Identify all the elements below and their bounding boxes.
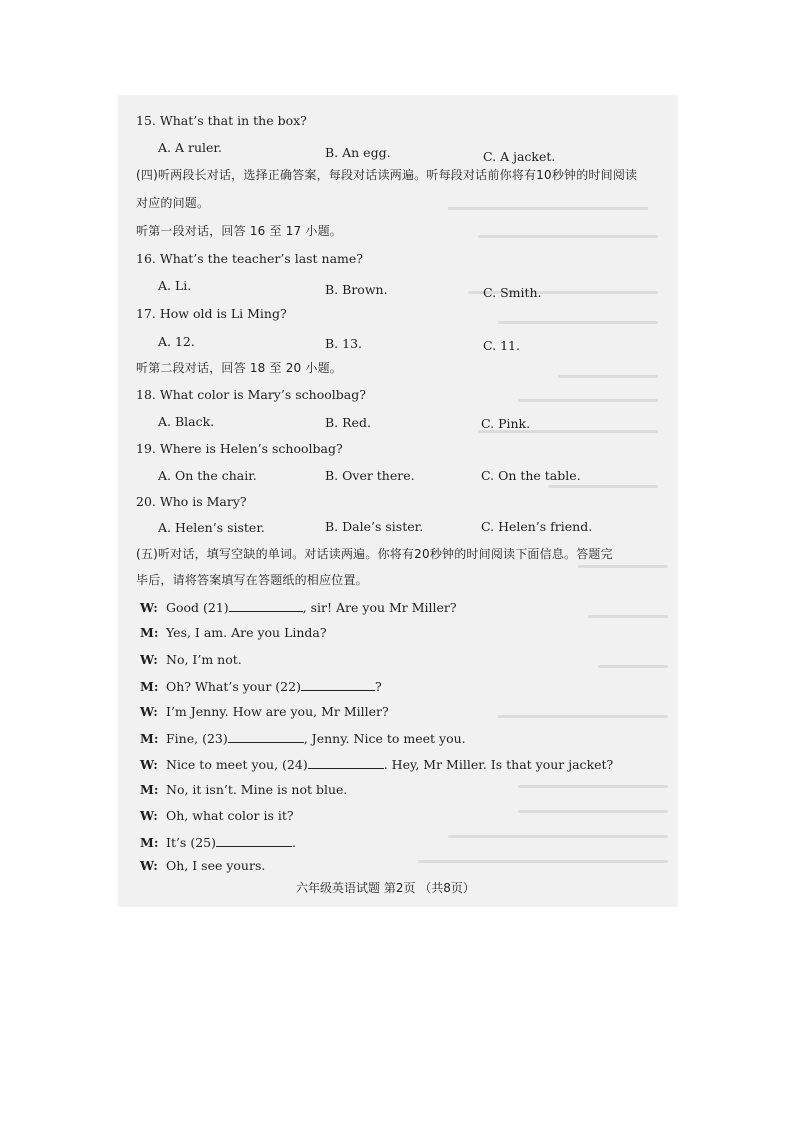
section-5-instructions-line2: 毕后，请将答案填写在答题纸的相应位置。 [136,573,368,587]
question-16-option-a: A. Li. [158,278,192,293]
speaker-label: M: [140,679,159,694]
question-19-option-a: A. On the chair. [158,468,257,483]
dialogue-text: , sir! Are you Mr Miller? [302,600,457,615]
speaker-label: W: [140,704,158,719]
dialogue-line-2 [140,625,327,641]
question-16-option-b: B. Brown. [325,282,388,297]
dialog-1-intro: 听第一段对话，回答 16 至 17 小题。 [136,224,342,238]
section-4-instructions-line2: 对应的问题。 [136,196,210,210]
dialogue-line-10 [140,834,296,851]
dialogue-text: No, it isn’t. Mine is not blue. [166,782,348,797]
dialogue-line-4 [140,678,382,695]
dialogue-text: ? [374,679,382,694]
dialogue-text: Oh, I see yours. [166,858,266,873]
dialogue-line-5 [140,704,389,720]
blank-21 [229,599,303,612]
dialogue-text: Good (21) [166,600,229,615]
question-18-option-c: C. Pink. [481,416,531,431]
question-16-stem: 16. What’s the teacher’s last name? [136,251,364,266]
dialogue-line-1 [140,599,457,616]
speaker-label: W: [140,600,158,615]
speaker-label: M: [140,835,159,850]
question-19-stem: 19. Where is Helen’s schoolbag? [136,441,343,456]
dialogue-text: Oh? What’s your (22) [166,679,301,694]
question-18-option-b: B. Red. [325,415,371,430]
question-15-option-a: A. A ruler. [158,140,222,155]
question-20-option-a: A. Helen’s sister. [158,520,265,535]
dialogue-text: . [291,835,296,850]
dialogue-text: It’s (25) [166,835,216,850]
dialogue-line-8 [140,782,347,798]
speaker-label: W: [140,652,158,667]
question-18-stem: 18. What color is Mary’s schoolbag? [136,387,366,402]
blank-23 [228,730,304,743]
speaker-label: M: [140,782,159,797]
question-17-option-b: B. 13. [325,336,363,351]
speaker-label: W: [140,858,158,873]
question-15-stem: 15. What’s that in the box? [136,113,307,128]
question-17-stem: 17. How old is Li Ming? [136,306,287,321]
question-19-option-c: C. On the table. [481,468,581,483]
question-18-option-a: A. Black. [158,414,215,429]
speaker-label: M: [140,731,159,746]
dialogue-text: Nice to meet you, (24) [166,757,308,772]
dialogue-text: . Hey, Mr Miller. Is that your jacket? [383,757,614,772]
dialogue-line-11 [140,858,265,874]
blank-24 [308,756,384,769]
dialogue-text: Fine, (23) [166,731,228,746]
question-17-option-a: A. 12. [158,334,195,349]
question-15-option-b: B. An egg. [325,145,391,160]
question-19-option-b: B. Over there. [325,468,415,483]
blank-22 [301,678,375,691]
dialogue-text: Oh, what color is it? [166,808,294,823]
question-20-option-c: C. Helen’s friend. [481,519,593,534]
dialogue-line-7 [140,756,613,773]
dialogue-text: Yes, I am. Are you Linda? [166,625,327,640]
blank-25 [216,834,292,847]
question-20-option-b: B. Dale’s sister. [325,519,424,534]
dialogue-line-6 [140,730,466,747]
dialogue-text: , Jenny. Nice to meet you. [303,731,466,746]
speaker-label: W: [140,757,158,772]
dialogue-text: No, I’m not. [166,652,242,667]
question-15-option-c: C. A jacket. [483,149,556,164]
dialog-2-intro: 听第二段对话，回答 18 至 20 小题。 [136,361,342,375]
speaker-label: M: [140,625,159,640]
section-5-instructions-line1: (五)听对话，填写空缺的单词。对话读两遍。你将有20秒钟的时间阅读下面信息。答题完 [136,547,613,561]
dialogue-line-9 [140,808,294,824]
speaker-label: W: [140,808,158,823]
page-footer: 六年级英语试题 第2页 （共8页） [296,881,475,895]
question-17-option-c: C. 11. [483,338,520,353]
question-16-option-c: C. Smith. [483,285,542,300]
dialogue-text: I’m Jenny. How are you, Mr Miller? [166,704,389,719]
question-20-stem: 20. Who is Mary? [136,494,247,509]
section-4-instructions-line1: (四)听两段长对话，选择正确答案，每段对话读两遍。听每段对话前你将有10秒钟的时间阅读 [136,168,638,182]
dialogue-line-3 [140,652,242,668]
